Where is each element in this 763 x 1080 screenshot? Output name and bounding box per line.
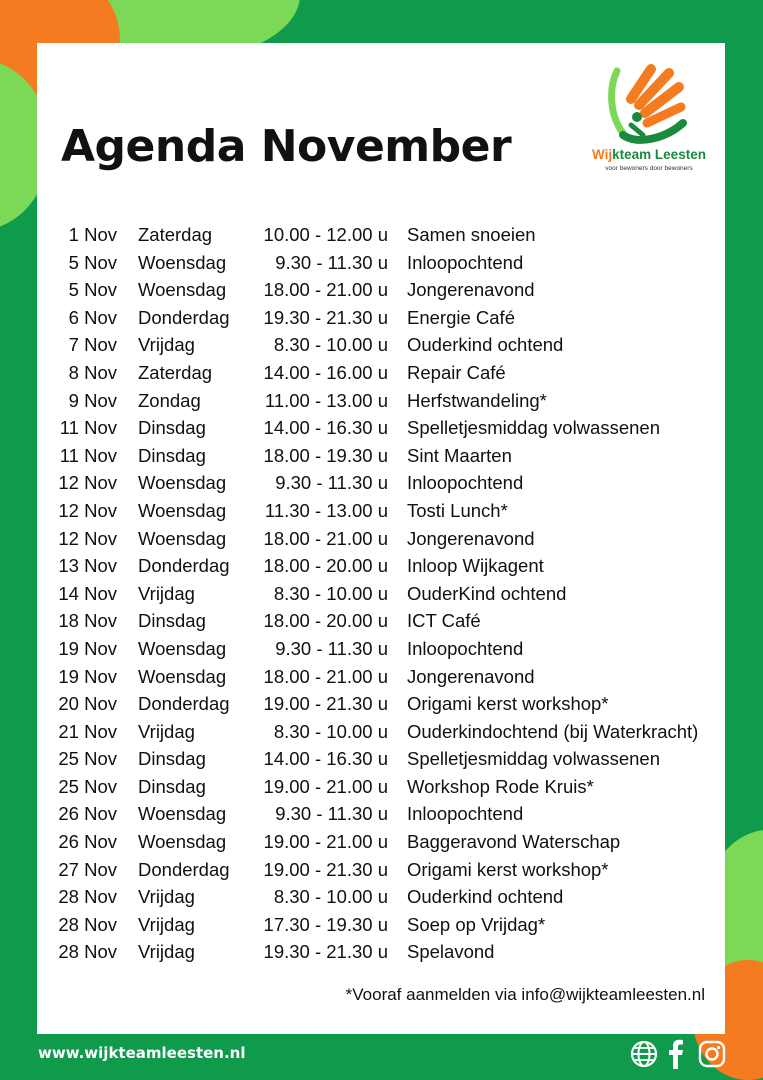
agenda-activity: Soep op Vrijdag* [407,913,546,935]
agenda-day: Zaterdag [138,224,213,245]
agenda-activity: Workshop Rode Kruis* [407,775,594,797]
agenda-row [37,635,725,663]
agenda-day: Woensdag [138,665,227,687]
agenda-date: 25 Nov [58,748,117,770]
agenda-activity: Jongerenavond [407,279,535,301]
agenda-date: 9 Nov [68,389,117,411]
agenda-activity: ICT Café [407,610,481,632]
agenda-row [37,469,725,497]
agenda-date: 26 Nov [58,803,117,825]
agenda-date: 8 Nov [68,361,117,383]
agenda-date: 13 Nov [58,555,117,577]
agenda-activity: Inloopochtend [407,637,524,659]
agenda-day: Vrijdag [138,720,195,742]
agenda-time: 18.00 - 20.00 u [263,555,388,577]
agenda-row [37,745,725,773]
agenda-date: 12 Nov [58,472,117,494]
agenda-row [37,359,725,387]
agenda-activity: OuderKind ochtend [407,582,567,604]
agenda-row [37,690,725,718]
agenda-activity: Jongerenavond [407,665,535,687]
agenda-activity: Origami kerst workshop* [407,693,609,715]
instagram-icon[interactable] [698,1039,726,1069]
agenda-date: 21 Nov [58,720,117,742]
agenda-day: Dinsdag [138,444,206,466]
agenda-row [37,387,725,415]
agenda-activity: Inloop Wijkagent [407,555,544,577]
agenda-time: 10.00 - 12.00 u [263,224,388,245]
agenda-time: 19.00 - 21.30 u [263,693,388,715]
logo-tagline: voor bewoners door bewoners [605,165,693,172]
agenda-activity: Tosti Lunch* [407,499,508,521]
agenda-row [37,442,725,470]
agenda-day: Dinsdag [138,775,206,797]
agenda-date: 11 Nov [59,444,117,466]
agenda-row [37,331,725,359]
agenda-activity: Spelletjesmiddag volwassenen [407,748,660,770]
agenda-date: 12 Nov [58,499,117,521]
agenda-row [37,525,725,553]
agenda-time: 11.30 - 13.00 u [264,499,388,521]
agenda-day: Woensdag [138,499,227,521]
agenda-row [37,828,725,856]
agenda-time: 18.00 - 21.00 u [263,279,388,301]
agenda-day: Vrijdag [138,913,195,935]
agenda-date: 28 Nov [58,941,117,963]
agenda-day: Vrijdag [138,334,195,356]
agenda-time: 19.30 - 21.30 u [263,306,388,328]
agenda-activity: Jongerenavond [407,527,535,549]
agenda-row [37,497,725,525]
registration-note: *Vooraf aanmelden via info@wijkteamleesten.nl [345,985,705,1004]
agenda-time: 9.30 - 11.30 u [275,803,388,825]
agenda-row [37,414,725,442]
agenda-activity: Baggeravond Waterschap [407,831,621,853]
agenda-day: Woensdag [138,251,227,273]
agenda-time: 19.00 - 21.30 u [263,858,388,880]
agenda-time: 8.30 - 10.00 u [273,582,388,604]
agenda-time: 9.30 - 11.30 u [275,472,388,494]
agenda-day: Donderdag [138,555,230,577]
agenda-activity: Energie Café [407,306,515,328]
agenda-activity: Ouderkind ochtend [407,886,564,908]
agenda-row [37,249,725,277]
agenda-day: Vrijdag [138,886,195,908]
agenda-date: 7 Nov [68,334,117,356]
agenda-card [37,43,725,1034]
agenda-activity: Inloopochtend [407,251,524,273]
agenda-time: 19.00 - 21.00 u [263,831,388,853]
agenda-activity: Repair Café [407,361,506,383]
agenda-day: Dinsdag [138,748,206,770]
agenda-row [37,304,725,332]
agenda-day: Donderdag [138,858,230,880]
hand-logo-icon [587,59,711,149]
agenda-time: 8.30 - 10.00 u [273,334,388,356]
agenda-time: 14.00 - 16.00 u [263,361,388,383]
agenda-row [37,718,725,746]
agenda-activity: Origami kerst workshop* [407,858,609,880]
agenda-day: Vrijdag [138,941,195,963]
agenda-date: 20 Nov [58,693,117,715]
agenda-row [37,883,725,911]
agenda-day: Donderdag [138,306,230,328]
agenda-time: 14.00 - 16.30 u [263,748,388,770]
agenda-day: Woensdag [138,279,227,301]
agenda-date: 19 Nov [58,637,117,659]
agenda-date: 5 Nov [68,251,117,273]
agenda-row [37,552,725,580]
agenda-date: 27 Nov [58,858,117,880]
agenda-date: 19 Nov [58,665,117,687]
agenda-time: 11.00 - 13.00 u [264,389,388,411]
agenda-date: 28 Nov [58,886,117,908]
agenda-date: 5 Nov [68,279,117,301]
agenda-time: 14.00 - 16.30 u [263,417,388,439]
agenda-time: 17.30 - 19.30 u [263,913,388,935]
agenda-activity: Spelletjesmiddag volwassenen [407,417,660,439]
agenda-date: 18 Nov [58,610,117,632]
agenda-day: Woensdag [138,803,227,825]
agenda-time: 9.30 - 11.30 u [275,251,388,273]
agenda-activity: Ouderkindochtend (bij Waterkracht) [407,720,699,742]
agenda-date: 11 Nov [59,417,117,439]
agenda-row [37,580,725,608]
agenda-time: 18.00 - 21.00 u [263,527,388,549]
agenda-day: Zondag [138,389,201,411]
website-link[interactable]: www.wijkteamleesten.nl [38,1044,246,1062]
agenda-date: 6 Nov [68,306,117,328]
agenda-date: 26 Nov [58,831,117,853]
globe-icon[interactable] [630,1039,658,1069]
agenda-time: 19.30 - 21.30 u [263,941,388,963]
wijkteam-logo [587,59,711,189]
agenda-date: 12 Nov [58,527,117,549]
agenda-activity: Sint Maarten [407,444,512,466]
agenda-activity: Herfstwandeling* [407,389,547,411]
agenda-row [37,911,725,939]
agenda-time: 19.00 - 21.00 u [263,775,388,797]
agenda-time: 8.30 - 10.00 u [273,886,388,908]
agenda-day: Woensdag [138,637,227,659]
agenda-date: 25 Nov [58,775,117,797]
agenda-day: Zaterdag [138,361,213,383]
agenda-activity: Spelavond [407,941,495,963]
agenda-activity: Inloopochtend [407,803,524,825]
agenda-row [37,800,725,828]
agenda-date: 1 Nov [68,224,117,245]
agenda-list [37,221,725,966]
agenda-time: 18.00 - 21.00 u [263,665,388,687]
agenda-row [37,221,725,249]
agenda-row [37,276,725,304]
agenda-row [37,938,725,966]
facebook-icon[interactable] [668,1039,684,1069]
agenda-day: Woensdag [138,831,227,853]
agenda-row [37,773,725,801]
agenda-row [37,607,725,635]
agenda-activity: Ouderkind ochtend [407,334,564,356]
agenda-activity: Samen snoeien [407,224,536,245]
agenda-date: 14 Nov [58,582,117,604]
agenda-time: 18.00 - 19.30 u [263,444,388,466]
agenda-date: 28 Nov [58,913,117,935]
agenda-row [37,663,725,691]
agenda-day: Vrijdag [138,582,195,604]
agenda-time: 9.30 - 11.30 u [275,637,388,659]
agenda-time: 18.00 - 20.00 u [263,610,388,632]
agenda-row [37,856,725,884]
agenda-day: Dinsdag [138,610,206,632]
agenda-day: Donderdag [138,693,230,715]
agenda-day: Woensdag [138,527,227,549]
agenda-day: Woensdag [138,472,227,494]
agenda-time: 8.30 - 10.00 u [273,720,388,742]
logo-brand-text: Wijkteam Leesten [592,147,706,162]
agenda-activity: Inloopochtend [407,472,524,494]
page-title: Agenda November [61,121,512,172]
agenda-day: Dinsdag [138,417,206,439]
